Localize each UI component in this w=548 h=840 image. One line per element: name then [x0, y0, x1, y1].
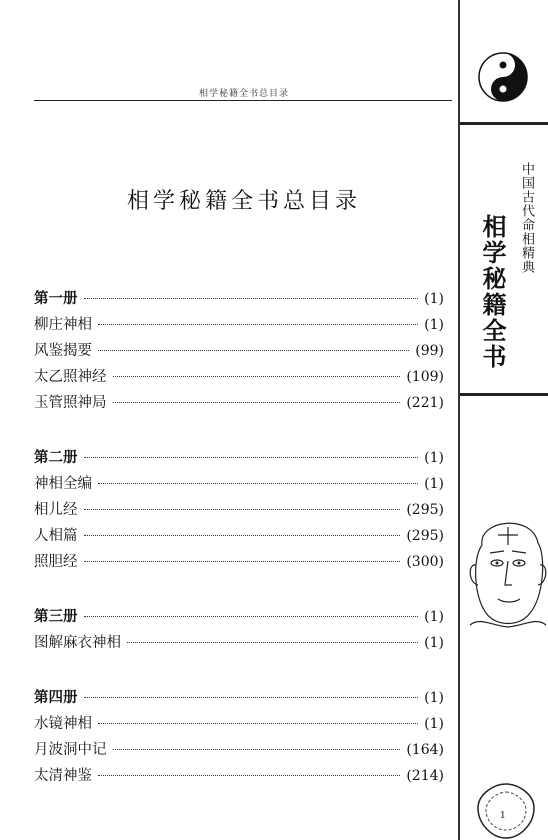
toc-page: (1) — [424, 450, 444, 466]
toc-page: (164) — [406, 742, 444, 758]
toc-label: 第三册 — [34, 609, 78, 625]
toc-label: 图解麻衣神相 — [34, 635, 121, 651]
toc-label: 月波洞中记 — [34, 742, 107, 758]
toc-label: 第一册 — [34, 291, 78, 307]
leader-dots — [84, 697, 419, 698]
toc-volume-heading — [34, 686, 444, 712]
toc-section-2 — [34, 446, 444, 576]
toc-label: 神相全编 — [34, 476, 92, 492]
leader-dots — [113, 402, 401, 403]
leader-dots — [98, 483, 418, 484]
toc-volume-heading — [34, 605, 444, 631]
toc-page: (1) — [424, 716, 444, 732]
leader-dots — [84, 509, 401, 510]
toc-page: (221) — [406, 395, 444, 411]
leader-dots — [84, 561, 401, 562]
spine-rule-bottom — [460, 393, 548, 396]
toc-entry — [34, 738, 444, 764]
toc-entry — [34, 339, 444, 365]
toc-volume-heading — [34, 446, 444, 472]
toc-entry — [34, 498, 444, 524]
toc-page: (109) — [406, 369, 444, 385]
toc-label: 水镜神相 — [34, 716, 92, 732]
leader-dots — [84, 457, 419, 458]
leader-dots — [98, 723, 418, 724]
physiognomy-face-illustration — [460, 505, 548, 645]
leader-dots — [98, 775, 400, 776]
toc-label: 柳庄神相 — [34, 317, 92, 333]
leader-dots — [84, 616, 419, 617]
leader-dots — [98, 324, 418, 325]
toc-section-1 — [34, 287, 444, 417]
toc-page: (1) — [424, 690, 444, 706]
toc-page: (295) — [406, 528, 444, 544]
toc-page: (1) — [424, 635, 444, 651]
toc-section-4 — [34, 686, 444, 790]
spine-title: 相学秘籍全书 — [478, 214, 506, 370]
leader-dots — [84, 298, 419, 299]
leader-dots — [98, 350, 409, 351]
toc-section-3 — [34, 605, 444, 657]
running-head: 相学秘籍全书总目录 — [198, 89, 289, 99]
ornamental-emblem — [474, 780, 538, 840]
header-rule — [34, 100, 452, 101]
toc-entry — [34, 524, 444, 550]
toc-entry — [34, 472, 444, 498]
toc-label: 玉管照神局 — [34, 395, 107, 411]
leader-dots — [84, 535, 401, 536]
spine-rule-top — [460, 122, 548, 125]
yin-yang-icon — [478, 52, 528, 102]
toc-page: (1) — [424, 291, 444, 307]
toc-page: (295) — [406, 502, 444, 518]
toc-entry — [34, 365, 444, 391]
page-title: 相学秘籍全书总目录 — [126, 189, 361, 214]
toc-label: 太清神鉴 — [34, 768, 92, 784]
toc-page: (1) — [424, 317, 444, 333]
toc-label: 第四册 — [34, 690, 78, 706]
toc-entry — [34, 391, 444, 417]
toc-entry — [34, 550, 444, 576]
toc-page: (99) — [415, 343, 444, 359]
toc-page: (1) — [424, 476, 444, 492]
toc-label: 人相篇 — [34, 528, 78, 544]
toc-page: (300) — [406, 554, 444, 570]
toc-label: 太乙照神经 — [34, 369, 107, 385]
spine-subtitle: 中国古代命相精典 — [519, 162, 534, 274]
book-spine-strip — [458, 0, 548, 840]
leader-dots — [113, 376, 401, 377]
leader-dots — [127, 642, 418, 643]
table-of-contents — [34, 287, 444, 819]
toc-entry — [34, 631, 444, 657]
leader-dots — [113, 749, 401, 750]
toc-label: 风鉴揭要 — [34, 343, 92, 359]
toc-label: 第二册 — [34, 450, 78, 466]
toc-entry — [34, 712, 444, 738]
toc-label: 照胆经 — [34, 554, 78, 570]
toc-page: (214) — [406, 768, 444, 784]
toc-page: (1) — [424, 609, 444, 625]
toc-entry — [34, 764, 444, 790]
toc-volume-heading — [34, 287, 444, 313]
toc-entry — [34, 313, 444, 339]
page-number: 1 — [500, 811, 506, 821]
toc-label: 相儿经 — [34, 502, 78, 518]
